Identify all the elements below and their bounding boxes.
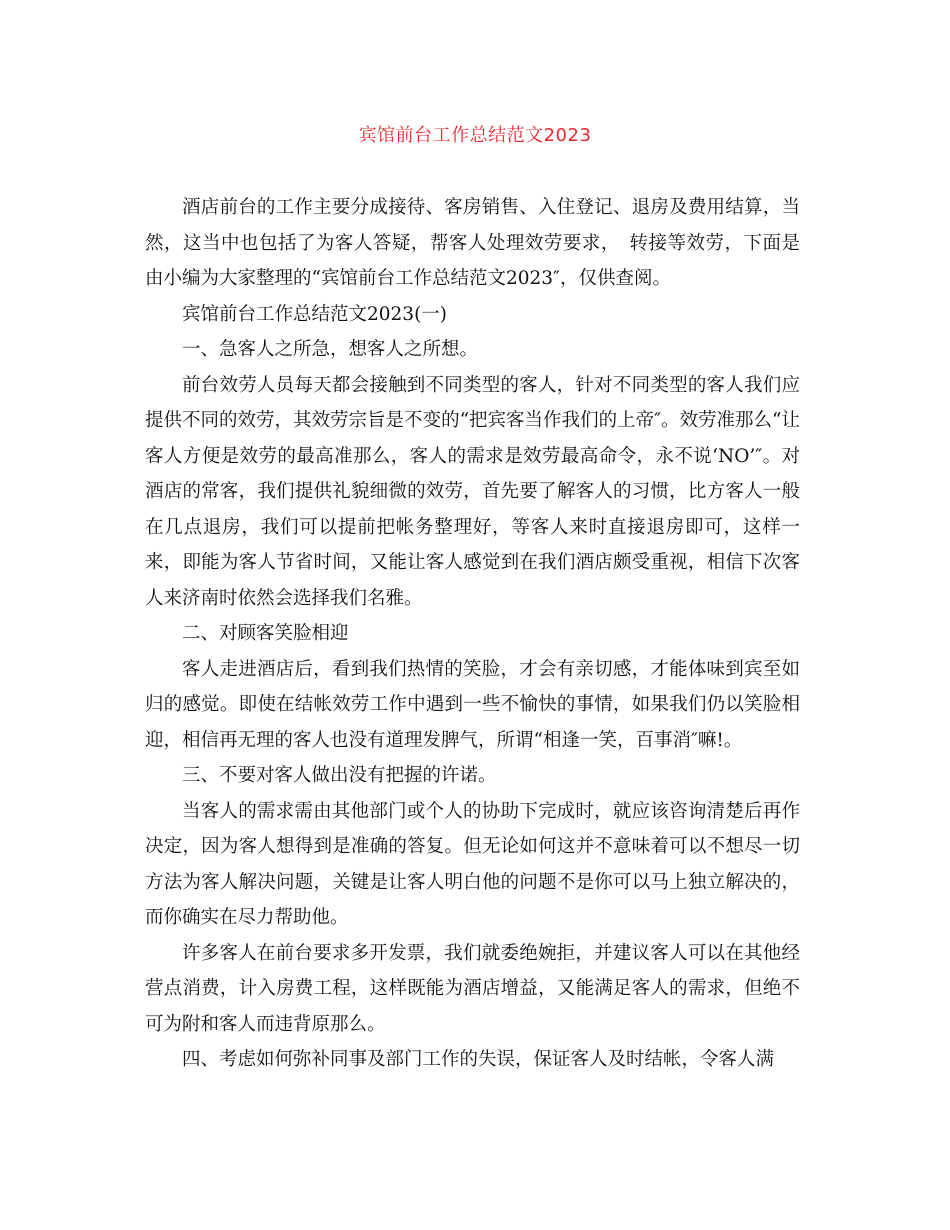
paragraph-intro: 酒店前台的工作主要分成接待、客房销售、入住登记、退房及费用结算，当然，这当中也包括了为客人答疑，帮客人处理效劳要求， 转接等效劳，下面是由小编为大家整理的“宾馆前台工作总结范文2023″，仅供查阅。: [145, 197, 800, 289]
paragraph-subtitle: 宾馆前台工作总结范文2023(一): [182, 303, 448, 325]
paragraph-heading-2: 二、对顾客笑脸相迎: [182, 623, 349, 644]
paragraph-heading-1: 一、急客人之所急，想客人之所想。: [182, 339, 479, 360]
document-body: [145, 190, 800, 1078]
paragraph-heading-4: 四、考虑如何弥补同事及部门工作的失误，保证客人及时结帐，令客人满: [182, 1049, 775, 1070]
paragraph-heading-3: 三、不要对客人做出没有把握的许诺。: [182, 765, 497, 786]
paragraph-body-2: 客人走进酒店后，看到我们热情的笑脸，才会有亲切感，才能体味到宾至如归的感觉。即使在结帐效劳工作中遇到一些不愉快的事情，如果我们仍以笑脸相迎，相信再无理的客人也没有道理发脾气，所谓“相逢一笑，百事消″嘛!。: [145, 658, 800, 751]
paragraph-body-4: 许多客人在前台要求多开发票，我们就委绝婉拒，并建议客人可以在其他经营点消费，计入房费工程，这样既能为酒店增益，又能满足客人的需求，但绝不可为附和客人而违背原那么。: [145, 942, 800, 1035]
paragraph-body-1: 前台效劳人员每天都会接触到不同类型的客人，针对不同类型的客人我们应提供不同的效劳，其效劳宗旨是不变的“把宾客当作我们的上帝″。效劳准那么“让客人方便是效劳的最高准那么，客人的需求是效劳最高命令，永不说‘NO’″。对酒店的常客，我们提供礼貌细微的效劳，首先要了解客人的习惯，比方客人一般在几点退房，我们可以提前把帐务整理好，等客人来时直接退房即可，这样一来，即能为客人节省时间，又能让客人感觉到在我们酒店颇受重视，相信下次客人来济南时依然会选择我们名雅。: [145, 374, 800, 609]
paragraph-body-3: 当客人的需求需由其他部门或个人的协助下完成时，就应该咨询清楚后再作决定，因为客人想得到是准确的答复。但无论如何这并不意味着可以不想尽一切方法为客人解决问题，关键是让客人明白他的问题不是你可以马上独立解决的，而你确实在尽力帮助他。: [145, 800, 800, 928]
document-title: 宾馆前台工作总结范文2023: [358, 125, 592, 146]
